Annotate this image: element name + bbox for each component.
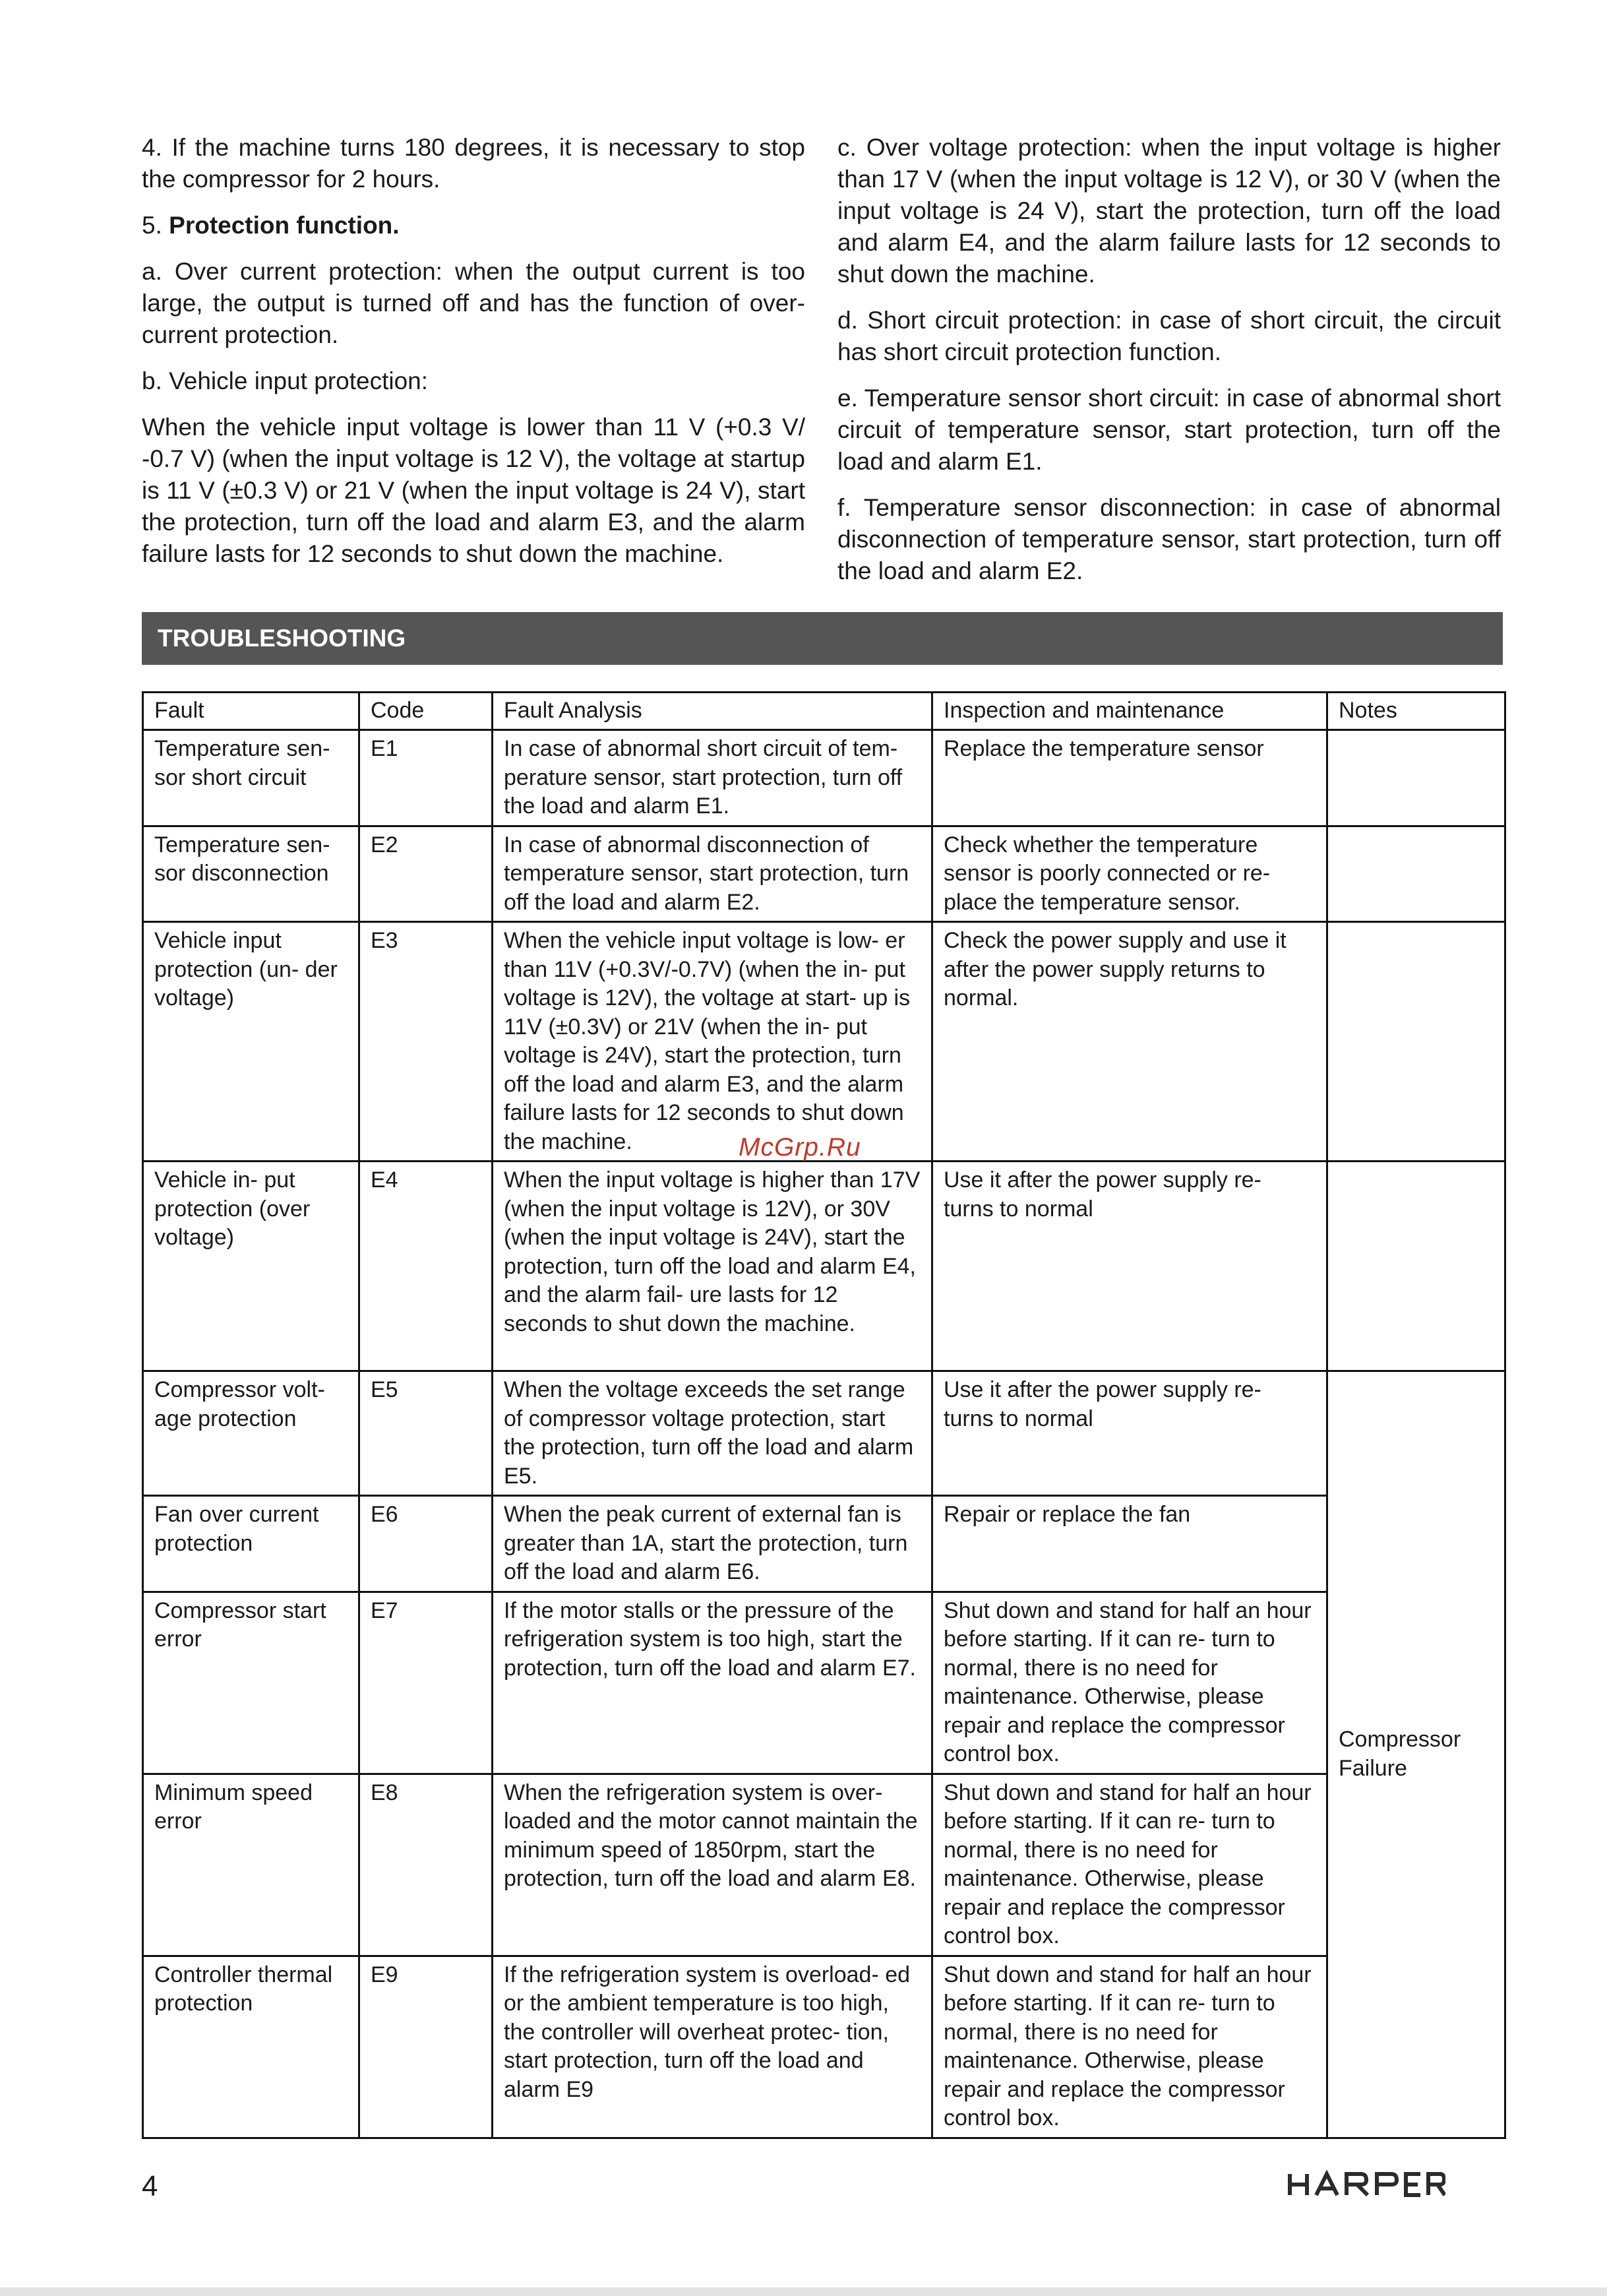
table-row	[143, 1592, 1505, 1774]
cell-code: E5	[359, 1371, 493, 1496]
vehicle-input-heading: b. Vehicle input protection:	[142, 367, 429, 394]
cell-notes	[1327, 1162, 1505, 1371]
cell-fault: Vehicle input protection (un- der voltage)	[143, 922, 359, 1162]
brand-logo	[1287, 2170, 1445, 2202]
cell-notes	[1327, 922, 1505, 1162]
table-row	[143, 1162, 1505, 1371]
protection-heading-title: Protection function.	[169, 212, 400, 239]
cell-code: E2	[359, 826, 493, 922]
header-notes: Notes	[1327, 693, 1505, 730]
table-row	[143, 730, 1505, 826]
cell-inspection: Check whether the temperature sensor is poorly connected or re- place the temperature sensor.	[932, 826, 1327, 922]
protection-heading-number: 5.	[142, 212, 169, 239]
sensor-short-text: e. Temperature sensor short circuit: in case of abnormal short circuit of temperature sensor, start protection, turn off the load and alarm E1.	[837, 385, 1501, 475]
page-number: 4	[142, 2170, 158, 2202]
cell-analysis: In case of abnormal short circuit of tem- perature sensor, start protection, turn off the load and alarm E1.	[493, 730, 932, 826]
cell-code: E8	[359, 1774, 493, 1956]
vehicle-input-text: When the vehicle input voltage is lower than 11 V (+0.3 V/ -0.7 V) (when the input voltage is 12 V), the voltage at startup is 11 V (±0.3 V) or 21 V (when the input voltage is 24 V), start the protection, turn off the load and alarm E3, and the alarm failure lasts for 12 seconds to shut down the machine.	[142, 414, 805, 567]
cell-fault: Compressor start error	[143, 1592, 359, 1774]
right-column	[837, 132, 1501, 602]
cell-fault: Vehicle in- put protection (over voltage)	[143, 1162, 359, 1371]
table-row	[143, 1496, 1505, 1592]
section-banner: TROUBLESHOOTING	[142, 612, 1503, 665]
over-current-text: a. Over current protection: when the output current is too large, the output is turned off and has the function of over-current protection.	[142, 258, 805, 348]
cell-fault: Controller thermal protection	[143, 1956, 359, 2138]
cell-code: E6	[359, 1496, 493, 1592]
cell-fault: Fan over current protection	[143, 1496, 359, 1592]
page-bottom-edge	[0, 2287, 1607, 2296]
cell-analysis: When the vehicle input voltage is low- er than 11V (+0.3V/-0.7V) (when the in- put voltage is 12V), the voltage at start- up is 11V (±0.3V) or 21V (when the in- put voltage is 24V), start the protection, turn off the load and alarm E3, and the alarm failure lasts for 12 seconds to shut down the machine.	[493, 922, 932, 1162]
cell-notes	[1327, 730, 1505, 826]
harper-logo-icon	[1287, 2170, 1445, 2199]
table-row	[143, 1371, 1505, 1496]
cell-inspection: Shut down and stand for half an hour before starting. If it can re- turn to normal, there is no need for maintenance. Otherwise, please repair and replace the compressor control box.	[932, 1774, 1327, 1956]
cell-inspection: Use it after the power supply re- turns to normal	[932, 1162, 1327, 1371]
cell-fault: Temperature sen- sor short circuit	[143, 730, 359, 826]
cell-inspection: Check the power supply and use it after the power supply returns to normal.	[932, 922, 1327, 1162]
table-row	[143, 922, 1505, 1162]
cell-inspection: Repair or replace the fan	[932, 1496, 1327, 1592]
cell-analysis: If the motor stalls or the pressure of the refrigeration system is too high, start the protection, turn off the load and alarm E7.	[493, 1592, 932, 1774]
troubleshooting-table	[142, 691, 1506, 2139]
cell-inspection: Use it after the power supply re- turns to normal	[932, 1371, 1327, 1496]
header-inspection: Inspection and maintenance	[932, 693, 1327, 730]
over-voltage-text: c. Over voltage protection: when the input voltage is higher than 17 V (when the input voltage is 12 V), or 30 V (when the input voltage is 24 V), start the protection, turn off the load and alarm E4, and the alarm failure lasts for 12 seconds to shut down the machine.	[837, 134, 1501, 288]
table-row	[143, 826, 1505, 922]
header-analysis: Fault Analysis	[493, 693, 932, 730]
table-row	[143, 1956, 1505, 2138]
cell-code: E1	[359, 730, 493, 826]
sensor-disconnect-text: f. Temperature sensor disconnection: in case of abnormal disconnection of temperature sensor, start protection, turn off the load and alarm E2.	[837, 494, 1501, 584]
cell-inspection: Replace the temperature sensor	[932, 730, 1327, 826]
cell-inspection: Shut down and stand for half an hour before starting. If it can re- turn to normal, there is no need for maintenance. Otherwise, please repair and replace the compressor control box.	[932, 1592, 1327, 1774]
left-column	[142, 132, 805, 584]
short-circuit-text: d. Short circuit protection: in case of short circuit, the circuit has short circuit protection function.	[837, 307, 1501, 365]
cell-code: E4	[359, 1162, 493, 1371]
cell-fault: Minimum speed error	[143, 1774, 359, 1956]
cell-analysis: When the voltage exceeds the set range of compressor voltage protection, start the protection, turn off the load and alarm E5.	[493, 1371, 932, 1496]
header-fault: Fault	[143, 693, 359, 730]
cell-notes-compressor: Compressor Failure	[1327, 1371, 1505, 2138]
cell-fault: Temperature sen- sor disconnection	[143, 826, 359, 922]
watermark: McGrp.Ru	[739, 1133, 861, 1162]
cell-analysis: When the refrigeration system is over- loaded and the motor cannot maintain the minimum speed of 1850rpm, start the protection, turn off the load and alarm E8.	[493, 1774, 932, 1956]
cell-fault: Compressor volt- age protection	[143, 1371, 359, 1496]
cell-analysis: If the refrigeration system is overload- ed or the ambient temperature is too high, the controller will overheat protec- tion, start protection, turn off the load and alarm E9	[493, 1956, 932, 2138]
instruction-rotation: 4. If the machine turns 180 degrees, it is necessary to stop the compressor for 2 hours.	[142, 134, 805, 193]
protection-heading	[142, 210, 805, 241]
cell-code: E9	[359, 1956, 493, 2138]
cell-inspection: Shut down and stand for half an hour before starting. If it can re- turn to normal, there is no need for maintenance. Otherwise, please repair and replace the compressor control box.	[932, 1956, 1327, 2138]
cell-analysis: In case of abnormal disconnection of temperature sensor, start protection, turn off the load and alarm E2.	[493, 826, 932, 922]
cell-code: E3	[359, 922, 493, 1162]
cell-analysis: When the peak current of external fan is greater than 1A, start the protection, turn off the load and alarm E6.	[493, 1496, 932, 1592]
header-code: Code	[359, 693, 493, 730]
cell-notes	[1327, 826, 1505, 922]
cell-analysis: When the input voltage is higher than 17V (when the input voltage is 12V), or 30V (when the input voltage is 24V), start the protection, turn off the load and alarm E4, and the alarm fail- ure lasts for 12 seconds to shut down the machine.	[493, 1162, 932, 1371]
cell-code: E7	[359, 1592, 493, 1774]
table-header-row	[143, 693, 1505, 730]
table-row	[143, 1774, 1505, 1956]
